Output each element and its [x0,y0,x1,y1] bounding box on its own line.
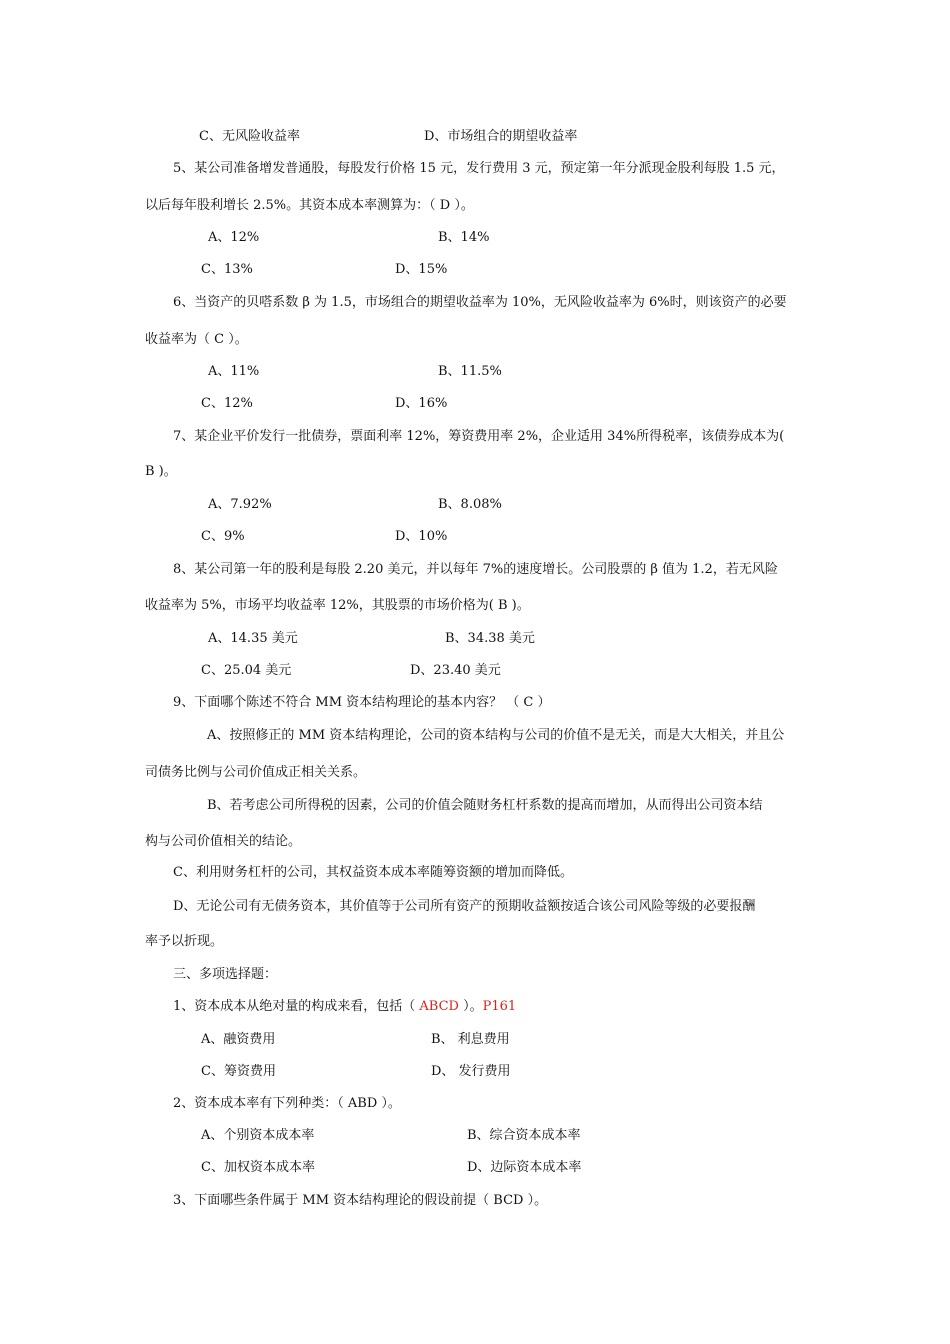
q9-option-b-line2: 构与公司价值相关的结论。 [145,834,302,849]
m2-option-b: B、综合资本成本率 [467,1128,581,1143]
q5-stem-line2: 以后每年股利增长 2.5%。其资本成本率测算为：（ D ）。 [145,198,474,213]
q7-option-c: C、9% [201,529,245,544]
q9-stem: 9、下面哪个陈述不符合 MM 资本结构理论的基本内容？ （ C ） [173,695,551,710]
m2-stem: 2、资本成本率有下列种类：（ ABD ）。 [173,1096,401,1111]
q9-option-a-line2: 司债务比例与公司价值成正相关关系。 [145,765,367,780]
m1-option-b: B、 利息费用 [431,1032,510,1047]
m1-option-d: D、 发行费用 [431,1064,511,1079]
m1-stem-prefix: 1、资本成本从绝对量的构成来看，包括（ [173,999,420,1014]
q4-option-c: C、无风险收益率 [199,129,300,144]
q6-option-a: A、11% [208,364,260,379]
m1-page-reference: P161 [482,999,517,1014]
m1-option-c: C、筹资费用 [201,1064,276,1079]
q7-option-d: D、10% [395,529,448,544]
q9-option-c: C、利用财务杠杆的公司，其权益资本成本率随筹资额的增加而降低。 [173,865,573,880]
m1-option-a: A、融资费用 [201,1032,276,1047]
q7-option-b: B、8.08% [438,497,502,512]
q8-stem-line1: 8、某公司第一年的股利是每股 2.20 美元，并以每年 7%的速度增长。公司股票的 β 值为 1.2，若无风险 [173,562,778,577]
q7-option-a: A、7.92% [208,497,272,512]
q5-option-d: D、15% [395,262,448,277]
q6-stem-line1: 6、当资产的贝嗒系数 β 为 1.5，市场组合的期望收益率为 10%，无风险收益率为 6%时，则该资产的必要 [173,295,787,310]
m1-stem [173,998,516,1016]
m2-option-a: A、个别资本成本率 [201,1128,315,1143]
q6-option-c: C、12% [201,396,253,411]
q7-stem-line2: B )。 [145,464,177,479]
q5-option-a: A、12% [208,230,260,245]
q4-option-d: D、市场组合的期望收益率 [424,129,578,144]
q6-option-b: B、11.5% [438,364,502,379]
q6-option-d: D、16% [395,396,448,411]
q8-option-a: A、14.35 美元 [208,631,298,646]
m2-option-c: C、加权资本成本率 [201,1160,315,1175]
q9-option-d-line1: D、无论公司有无债务资本，其价值等于公司所有资产的预期收益额按适合该公司风险等级的必要报酬 [173,899,756,914]
q9-option-b-line1: B、若考虑公司所得税的因素，公司的价值会随财务杠杆系数的提高而增加，从而得出公司资本结 [207,798,763,813]
m1-stem-suffix: ）。 [458,999,483,1014]
q9-option-a-line1: A、按照修正的 MM 资本结构理论，公司的资本结构与公司的价值不是无关，而是大大相关，并且公 [207,728,785,743]
m1-answer: ABCD [419,999,459,1014]
q8-stem-line2: 收益率为 5%，市场平均收益率 12%，其股票的市场价格为( B )。 [145,598,530,613]
q8-option-b: B、34.38 美元 [445,631,535,646]
q9-option-d-line2: 率予以折现。 [145,934,224,949]
q5-option-c: C、13% [201,262,253,277]
q8-option-d: D、23.40 美元 [410,663,501,678]
q8-option-c: C、25.04 美元 [201,663,292,678]
q6-stem-line2: 收益率为（ C ）。 [145,332,248,347]
q5-stem-line1: 5、某公司准备增发普通股，每股发行价格 15 元，发行费用 3 元，预定第一年分派现金股利每股 1.5 元， [173,161,785,176]
q7-stem-line1: 7、某企业平价发行一批债券，票面利率 12%，筹资费用率 2%，企业适用 34%所得税率，该债券成本为( [173,429,785,444]
q5-option-b: B、14% [438,230,490,245]
section-title: 三、多项选择题： [173,967,278,982]
m2-option-d: D、边际资本成本率 [467,1160,582,1175]
m3-stem: 3、下面哪些条件属于 MM 资本结构理论的假设前提（ BCD ）。 [173,1193,548,1208]
